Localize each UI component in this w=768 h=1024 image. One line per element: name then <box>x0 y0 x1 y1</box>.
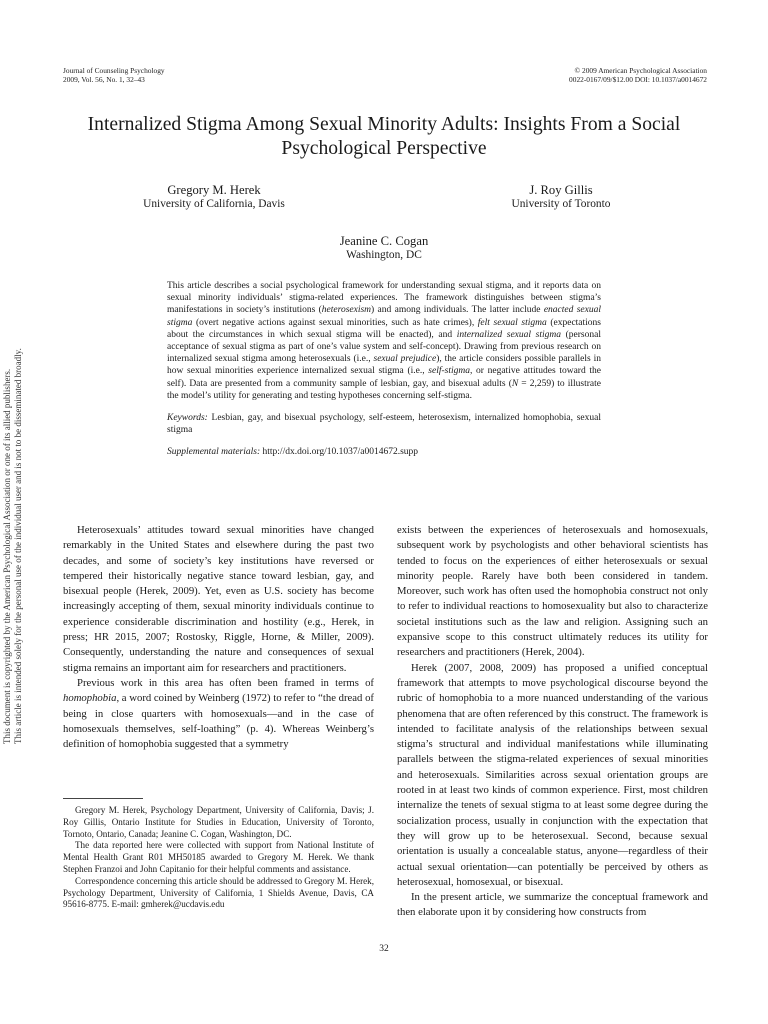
title-line-2: Psychological Perspective <box>281 138 487 159</box>
author-name: J. Roy Gillis <box>529 183 593 197</box>
title-line-1: Internalized Stigma Among Sexual Minority Adults: Insights From a Social <box>87 114 681 135</box>
journal-header-right <box>569 66 707 84</box>
page-number: 32 <box>379 944 389 954</box>
paragraph: Herek (2007, 2008, 2009) has proposed a unified conceptual framework that attempts to move psychological discourse beyond the rubric of homophobia to a more nuanced understanding of the various phenomena that are often referenced by this construct. The framework is intended to facilitate analysis of the relationships between sexual stigma’s structural and individual manifestations while illuminating parallels between the stigma-related experiences of sexual minorities and heterosexuals. Similarities across sexual orientation groups are rooted in at least two kinds of common experience. First, most children internalize the tenets of sexual stigma to at least some degree during the socialization process, usually in conjunction with the expectation that they will grow up to be heterosexual. Second, because sexual orientation is usually a concealable status, anyone—regardless of their actual sexual orientation—can potentially be perceived by others as heterosexual, homosexual, or bisexual. <box>397 661 708 888</box>
journal-name: Journal of Counseling Psychology <box>63 66 165 75</box>
footnote: Correspondence concerning this article should be addressed to Gregory M. Herek, Psychology Department, University of California, 1 Shields Avenue, Davis, CA 95616-8775. E-mail: gmherek@ucdavis.edu <box>63 875 374 910</box>
abstract <box>167 280 601 469</box>
paragraph: In the present article, we summarize the conceptual framework and then elaborate upon it by considering how constructs from <box>397 891 708 919</box>
paragraph: Heterosexuals’ attitudes toward sexual minorities have changed remarkably in the United States and elsewhere during the past two decades, and some of society’s key institutions have reversed or tempered their historically negative stance toward lesbian, gay, and bisexual people (Herek, 2009). Yet, even as U.S. society has become increasingly accepting of them, sexual minority individuals continue to experience considerable discrimination and hostility (e.g., Herek, in press; HR 2015, 2007; Rostosky, Riggle, Horne, & Miller, 2009). Consequently, understanding the nature and consequences of sexual stigma remains an important aim for researchers and practitioners. <box>63 524 374 674</box>
author-affiliation: Washington, DC <box>346 249 422 261</box>
copyright-sidebar <box>2 348 24 744</box>
keywords-label: Keywords: <box>167 413 208 424</box>
supplemental-link[interactable]: http://dx.doi.org/10.1037/a0014672.supp <box>260 447 419 458</box>
author-2 <box>481 183 641 211</box>
author-1 <box>130 183 298 211</box>
journal-volume: 2009, Vol. 56, No. 1, 32–43 <box>63 75 145 84</box>
author-affiliation: University of Toronto <box>511 198 611 210</box>
journal-header-left <box>63 66 165 84</box>
author-affiliation: University of California, Davis <box>143 198 285 210</box>
body-column-right <box>397 523 708 921</box>
sidebar-line-1: This document is copyrighted by the American Psychological Association or one of its allied publishers. <box>2 368 12 744</box>
footnote: Gregory M. Herek, Psychology Department, University of California, Davis; J. Roy Gillis, Ontario Institute for Studies in Education, University of Toronto, Tornoto, Ontario, Canada; Jeanine C. Cogan, Washington, DC. <box>63 805 374 839</box>
footnote: The data reported here were collected with support from National Institute of Mental Health Grant R01 MH50185 awarded to Gregory M. Herek. We thank Stephen Franzoi and John Capitanio for their helpful comments and assistance. <box>63 840 374 874</box>
paragraph: exists between the experiences of heterosexuals and homosexuals, subsequent work by psychologists and other behavioral scientists has tended to focus on the experiences of either heterosexuals or sexual minority people. Rarely have both been considered in tandem. Moreover, such work has often used the homophobia construct not only to refer to individual reactions to homosexuality but also to characterize societal institutions such as the law and religion. Assigning such an expansive scope to this construct ultimately reduces its utility for researchers and practitioners (Herek, 2004). <box>397 524 708 659</box>
author-note <box>63 805 374 911</box>
footnote-rule <box>63 798 143 799</box>
supplemental-label: Supplemental materials: <box>167 447 261 458</box>
paragraph: Previous work in this area has often been framed in terms of homophobia, a word coined by Weinberg (1972) to refer to “the dread of being in close quarters with homosexuals—and in the case of homosexuals themselves, self-loathing” (p. 4). Whereas Weinberg’s definition of homophobia suggested that a symmetry <box>63 676 374 751</box>
author-name: Gregory M. Herek <box>167 183 261 197</box>
supplemental-materials <box>167 446 601 458</box>
abstract-text: This article describes a social psychological framework for understanding sexual stigma, and it reports data on sexual minority individuals’ stigma-related experiences. The framework distinguishes between stigma’s manifestations in society’s institutions (heterosexism) and among individuals. The latter include enacted sexual stigma (overt negative actions against sexual minorities, such as hate crimes), felt sexual stigma (expectations about the circumstances in which sexual stigma will be enacted), and internalized sexual stigma (personal acceptance of sexual stigma as part of one’s value system and self-concept). Drawing from previous research on internalized sexual stigma among heterosexuals (i.e., sexual prejudice), the article considers possible parallels in how sexual minorities experience internalized sexual stigma (i.e., self-stigma, or negative attitudes toward the self). Data are presented from a community sample of lesbian, gay, and bisexual adults (N = 2,259) to illustrate the model’s utility for generating and testing hypotheses concerning self-stigma. <box>167 281 601 401</box>
article-title <box>40 113 728 161</box>
author-name: Jeanine C. Cogan <box>339 234 429 248</box>
keywords: Keywords: Lesbian, gay, and bisexual psychology, self-esteem, heterosexism, internalized homophobia, sexual stigma <box>167 413 601 436</box>
author-3 <box>300 234 468 262</box>
copyright-line: © 2009 American Psychological Association <box>574 66 707 75</box>
sidebar-line-2: This article is intended solely for the personal use of the individual user and is not to be disseminated broadly. <box>13 348 23 744</box>
doi-line: 0022-0167/09/$12.00 DOI: 10.1037/a0014672 <box>569 75 707 84</box>
body-column-left <box>63 523 374 752</box>
